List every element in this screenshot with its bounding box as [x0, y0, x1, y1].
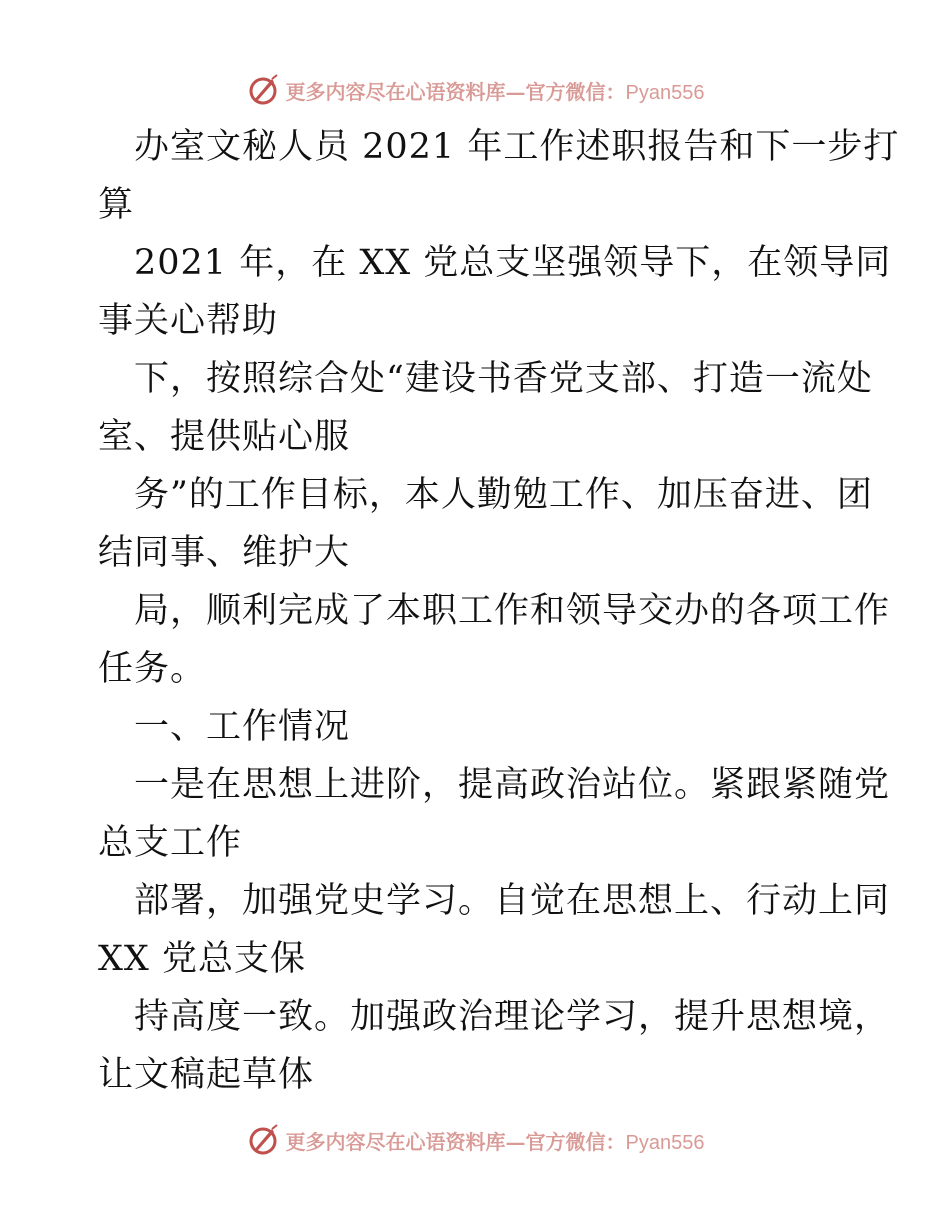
doc-line: 任务。: [98, 649, 207, 689]
doc-line: 结同事、维护大: [98, 533, 351, 573]
doc-line: 让文稿起草体: [98, 1055, 315, 1095]
doc-line-title-2: 算: [98, 185, 135, 225]
doc-line: 部署，加强党史学习。自觉在思想上、行动上同: [134, 881, 891, 921]
doc-line: 室、提供贴心服: [98, 417, 351, 457]
watermark-text: 更多内容尽在心语资料库—官方微信：: [285, 1129, 626, 1154]
doc-line-title-1: 办室文秘人员 2021 年工作述职报告和下一步打: [134, 127, 900, 167]
watermark-wechat-id: Pyan556: [625, 1131, 705, 1154]
doc-line: 持高度一致。加强政治理论学习，提升思想境，: [134, 997, 891, 1037]
doc-line: 总支工作: [98, 823, 243, 863]
doc-line: 事关心帮助: [98, 301, 279, 341]
doc-line: XX 党总支保: [98, 939, 306, 979]
doc-line: 2021 年，在 XX 党总支坚强领导下，在领导同: [134, 243, 892, 283]
doc-line: 务”的工作目标，本人勤勉工作、加压奋进、团: [134, 475, 873, 515]
header-watermark: [0, 70, 950, 110]
quill-logo-icon: [246, 1123, 280, 1157]
doc-line: 下，按照综合处“建设书香党支部、打造一流处: [134, 359, 873, 399]
watermark-text: 更多内容尽在心语资料库—官方微信：: [285, 79, 626, 104]
doc-line: 局，顺利完成了本职工作和领导交办的各项工作: [134, 591, 891, 631]
footer-watermark: [0, 1120, 950, 1160]
doc-line: 一是在思想上进阶，提高政治站位。紧跟紧随党: [134, 765, 891, 805]
section-heading: 一、工作情况: [134, 707, 351, 747]
watermark-wechat-id: Pyan556: [625, 81, 705, 104]
quill-logo-icon: [246, 73, 280, 107]
document-body: [98, 118, 900, 1104]
